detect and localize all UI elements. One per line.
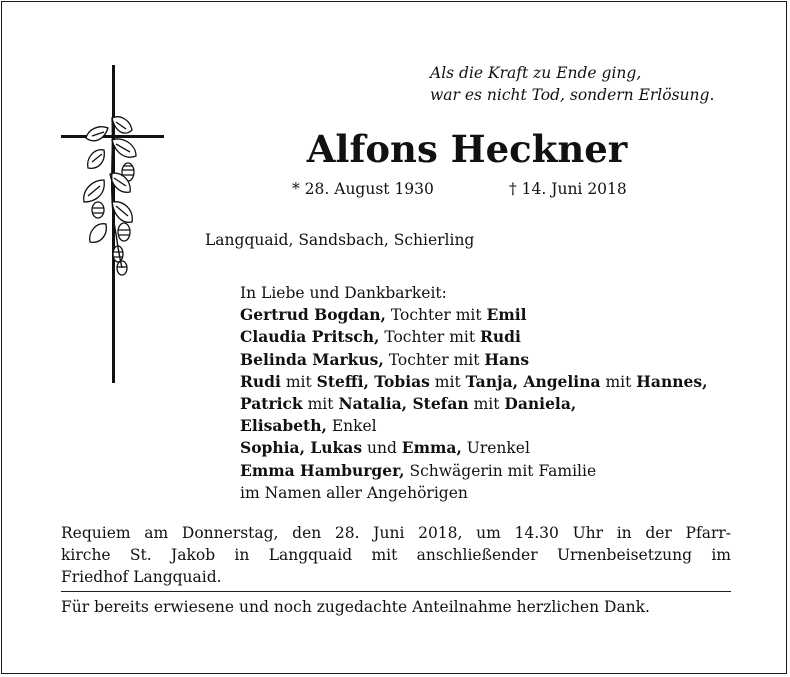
mourner-name: Rudi	[480, 327, 521, 347]
mourner-name: Belinda Markus,	[240, 349, 384, 369]
mourner-line	[240, 349, 760, 371]
mourners-intro: In Liebe und Dankbarkeit:	[240, 284, 447, 302]
mourner-name: Gertrud Bogdan,	[240, 305, 386, 325]
mourner-line	[240, 393, 760, 415]
mourner-line	[240, 371, 760, 393]
mourner-name: Emil	[486, 305, 527, 325]
birth-date: * 28. August 1930	[292, 180, 434, 198]
mourner-name: Daniela,	[504, 394, 577, 414]
mourner-name: Hannes,	[636, 371, 708, 391]
mourner-name: Tanja, Angelina	[465, 371, 601, 391]
mourner-name: Claudia Pritsch,	[240, 327, 380, 347]
mourner-relation: Urenkel	[461, 439, 530, 458]
mourner-relation: mit	[429, 372, 466, 391]
mourner-relation: im Namen aller Angehörigen	[240, 483, 468, 502]
epitaph-quote	[430, 62, 760, 106]
mourner-relation: Tochter mit	[385, 306, 487, 325]
quote-line-1: Als die Kraft zu Ende ging,	[430, 64, 642, 82]
mourner-name: Steffi, Tobias	[316, 371, 430, 391]
death-date: † 14. Juni 2018	[509, 180, 627, 198]
mourner-name: Emma Hamburger,	[240, 460, 405, 480]
mourner-name: Natalia, Stefan	[338, 394, 469, 414]
mourner-line	[240, 415, 760, 437]
mourners-block	[240, 282, 760, 504]
mourner-line	[240, 460, 760, 482]
mourner-name: Elisabeth,	[240, 416, 327, 436]
mourner-relation: Tochter mit	[383, 350, 485, 369]
requiem-notice	[61, 522, 731, 588]
divider	[61, 591, 731, 592]
mourner-name: Sophia, Lukas	[240, 438, 363, 458]
mourner-line	[240, 326, 760, 348]
requiem-line-1: Requiem am Donnerstag, den 28. Juni 2018, um 14.30 Uhr in der Pfarr-	[61, 524, 731, 542]
mourner-relation: mit	[280, 372, 317, 391]
thanks-line: Für bereits erwiesene und noch zugedachte Anteilnahme herzlichen Dank.	[61, 598, 650, 616]
requiem-line-3: Friedhof Langquaid.	[61, 568, 222, 586]
hops-vine-icon	[78, 114, 144, 276]
deceased-name: Alfons Heckner	[306, 127, 628, 171]
mourner-relation: mit	[468, 395, 505, 414]
mourner-line	[240, 482, 760, 504]
mourner-relation: mit	[302, 395, 339, 414]
mourner-relation: Schwägerin mit Familie	[404, 461, 597, 480]
mourner-lines	[240, 304, 760, 504]
places-list: Langquaid, Sandsbach, Schierling	[205, 231, 475, 249]
mourner-relation: Enkel	[326, 417, 377, 436]
mourner-name: Patrick	[240, 394, 303, 414]
mourner-line	[240, 304, 760, 326]
requiem-line-2: kirche St. Jakob in Langquaid mit anschließender Urnenbeisetzung im	[61, 546, 731, 564]
quote-line-2: war es nicht Tod, sondern Erlösung.	[430, 86, 715, 104]
mourner-line	[240, 437, 760, 459]
mourner-name: Hans	[484, 349, 530, 369]
mourner-relation: und	[362, 439, 402, 458]
mourner-name: Emma,	[401, 438, 462, 458]
mourner-relation: mit	[600, 372, 637, 391]
obituary-notice	[1, 1, 787, 674]
mourner-relation: Tochter mit	[379, 328, 481, 347]
mourner-name: Rudi	[240, 371, 281, 391]
